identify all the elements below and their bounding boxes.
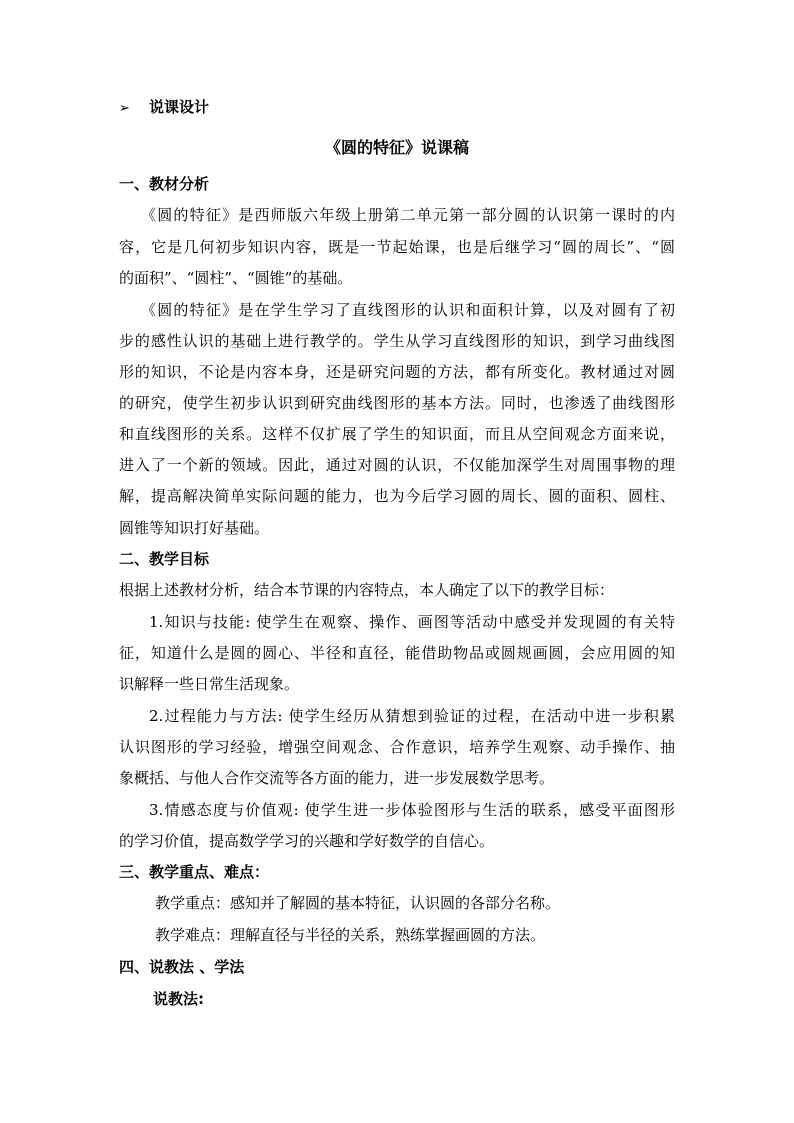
paragraph-line: 2.过程能力与方法: 使学生经历从猜想到验证的过程，在活动中进一步积累 <box>149 707 675 725</box>
paragraph-line: 3.情感态度与价值观: 使学生进一步体验图形与生活的联系，感受平面图形 <box>149 801 675 819</box>
section-heading: 一、教材分析 <box>119 175 210 193</box>
paragraph-line: 《圆的特征》是在学生学习了直线图形的认识和面积计算，以及对圆有了初 <box>141 301 675 319</box>
section-header-label: 说课设计 <box>149 98 210 116</box>
paragraph-line: 的面积”、“圆柱”、“圆锥”的基础。 <box>119 269 353 287</box>
paragraph-line: 征，知道什么是圆的圆心、半径和直径，能借助物品或圆规画圆，会应用圆的知 <box>119 644 675 662</box>
arrow-bullet-icon: ➢ <box>119 101 130 116</box>
section-heading: 三、教学重点、难点： <box>119 863 270 881</box>
paragraph-line: 根据上述教材分析，结合本节课的内容特点，本人确定了以下的教学目标： <box>119 581 615 599</box>
paragraph-line: 步的感性认识的基础上进行教学的。学生从学习直线图形的知识，到学习曲线图 <box>119 332 675 350</box>
paragraph-line: 认识图形的学习经验，增强空间观念、合作意识，培养学生观察、动手操作、抽 <box>119 738 675 756</box>
paragraph-line: 象概括、与他人合作交流等各方面的能力，进一步发展数学思考。 <box>119 769 555 787</box>
paragraph-line: 形的知识，不论是内容本身，还是研究问题的方法，都有所变化。教材通过对圆 <box>119 363 675 381</box>
section-heading: 四、说教法 、学法 <box>119 958 245 976</box>
paragraph-line: 教学难点：理解直径与半径的关系，熟练掌握画圆的方法。 <box>155 926 546 944</box>
paragraph-line: 的研究，使学生初步认识到研究曲线图形的基本方法。同时，也渗透了曲线图形 <box>119 394 675 412</box>
section-header <box>119 91 209 123</box>
paragraph-line: 解，提高解决简单实际问题的能力，也为今后学习圆的周长、圆的面积、圆柱、 <box>119 487 675 505</box>
paragraph-line: 《圆的特征》是西师版六年级上册第二单元第一部分圆的认识第一课时的内 <box>141 206 675 224</box>
paragraph-line: 进入了一个新的领域。因此，通过对圆的认识，不仅能加深学生对周围事物的理 <box>119 456 675 474</box>
paragraph-line: 容，它是几何初步知识内容，既是一节起始课，也是后继学习“圆的周长”、“圆 <box>119 238 675 256</box>
doc-title: 《圆的特征》说课稿 <box>324 138 469 157</box>
paragraph-line: 圆锥等知识打好基础。 <box>119 519 270 537</box>
paragraph-line: 的学习价值，提高数学学习的兴趣和学好数学的自信心。 <box>119 832 495 850</box>
section-heading: 二、教学目标 <box>119 550 210 568</box>
paragraph-line: 和直线图形的关系。这样不仅扩展了学生的知识面，而且从空间观念方面来说， <box>119 425 675 443</box>
paragraph-line: 1.知识与技能: 使学生在观察、操作、画图等活动中感受并发现圆的有关特 <box>149 613 675 631</box>
paragraph-line: 教学重点：感知并了解圆的基本特征，认识圆的各部分名称。 <box>155 894 561 912</box>
section-heading: 说教法: <box>153 990 204 1008</box>
paragraph-line: 识解释一些日常生活现象。 <box>119 675 300 693</box>
